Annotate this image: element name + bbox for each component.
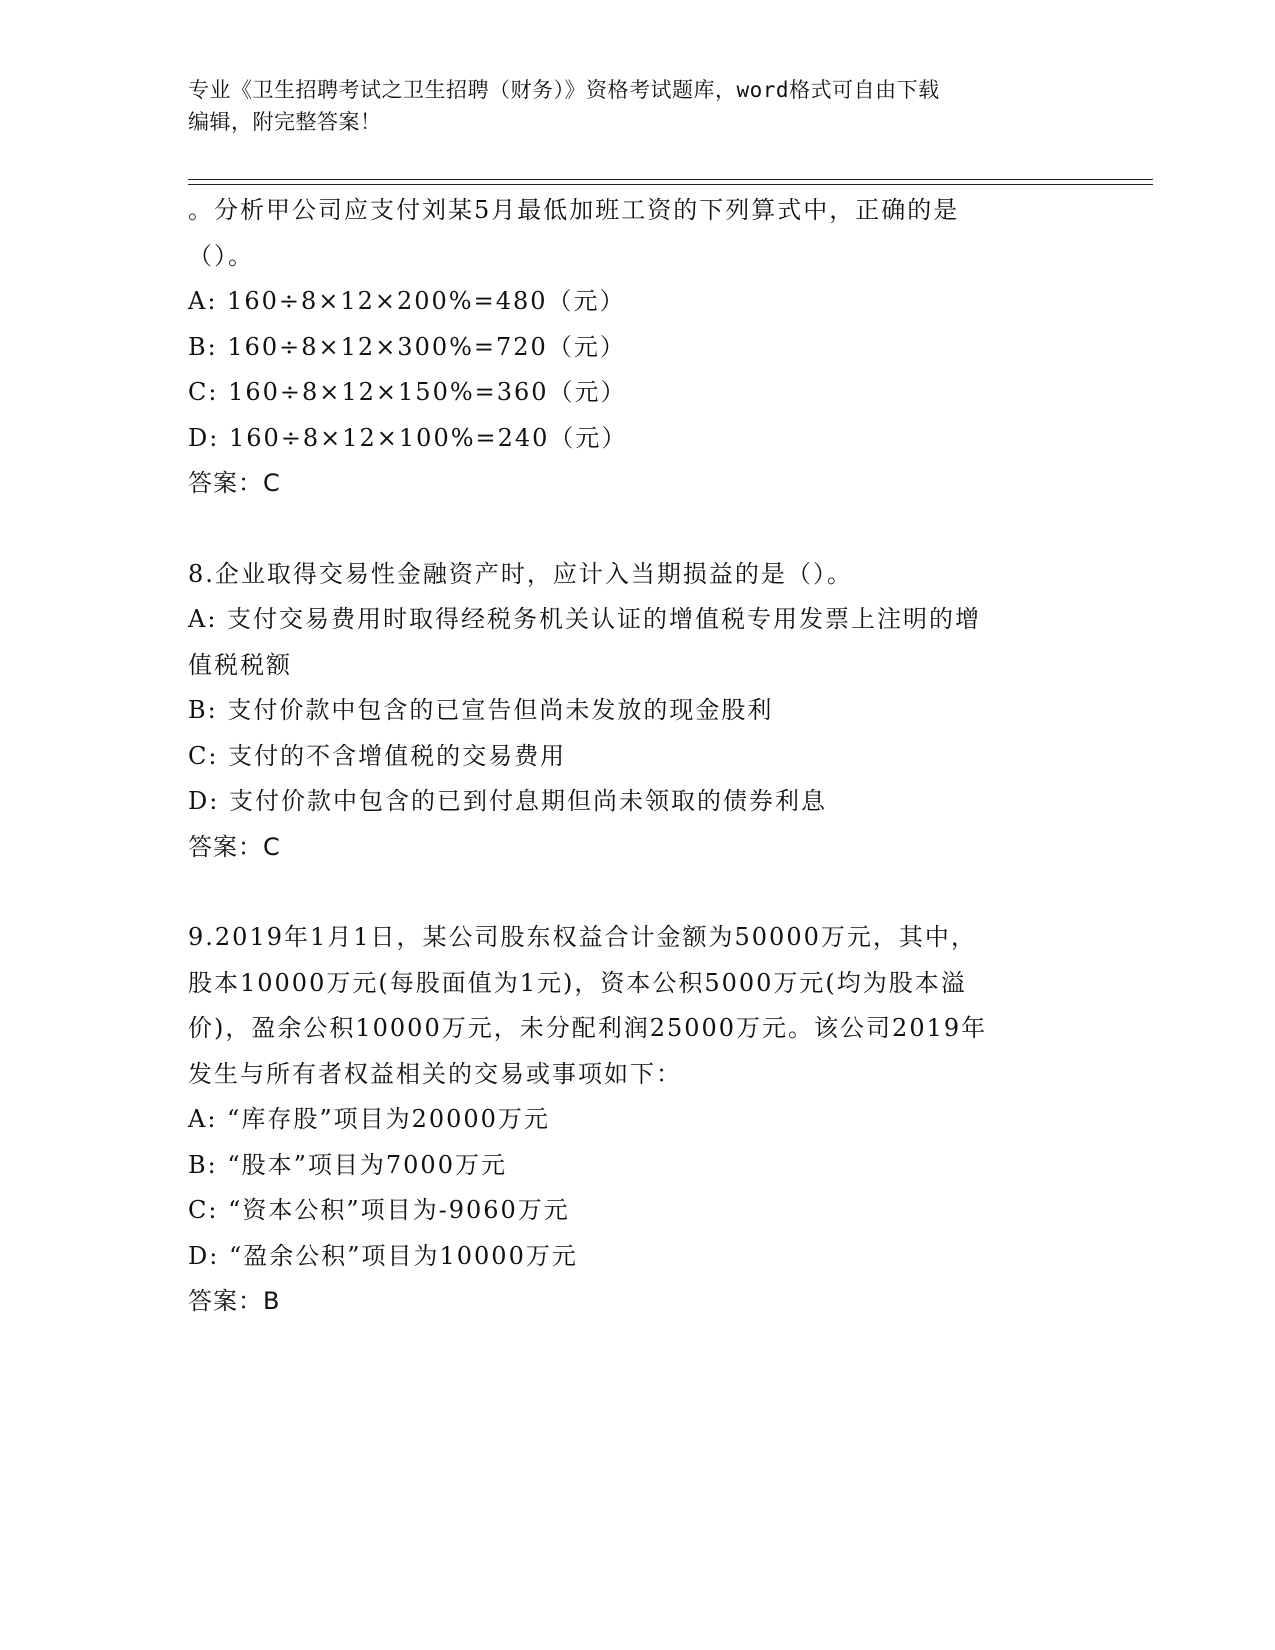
answer-line: 答案：C: [188, 469, 281, 497]
question-7: [188, 188, 1088, 507]
question-spacer: [188, 870, 1088, 915]
option-b: B: 160÷8×12×300%=720（元）: [188, 332, 626, 361]
question-stem-continued: 股本10000万元(每股面值为1元)，资本公积5000万元(均为股本溢: [188, 968, 967, 997]
header-divider-bottom: [188, 184, 1153, 185]
header-line-1: 专业《卫生招聘考试之卫生招聘（财务）》资格考试题库，word格式可自由下载: [188, 78, 940, 102]
question-list: [188, 188, 1088, 1325]
question-spacer: [188, 507, 1088, 552]
option-d: D: 160÷8×12×100%=240（元）: [188, 423, 628, 452]
answer-line: 答案：C: [188, 832, 281, 861]
option-b: B: “股本”项目为7000万元: [188, 1150, 507, 1179]
option-c: C: 支付的不含增值税的交易费用: [188, 741, 567, 770]
question-stem: 。分析甲公司应支付刘某5月最低加班工资的下列算式中，正确的是: [188, 196, 960, 224]
option-a: A: 160÷8×12×200%=480（元）: [188, 287, 626, 315]
option-b: B: 支付价款中包含的已宣告但尚未发放的现金股利: [188, 696, 774, 724]
option-d: D: 支付价款中包含的已到付息期但尚未领取的债券利息: [188, 787, 827, 815]
answer-line: 答案：B: [188, 1287, 281, 1315]
question-stem-continued: 发生与所有者权益相关的交易或事项如下：: [188, 1059, 682, 1088]
option-c: C: “资本公积”项目为-9060万元: [188, 1196, 570, 1224]
option-a: A: 支付交易费用时取得经税务机关认证的增值税专用发票上注明的增: [188, 605, 982, 633]
question-8: [188, 552, 1088, 871]
option-d: D: “盈余公积”项目为10000万元: [188, 1241, 578, 1270]
option-c: C: 160÷8×12×150%=360（元）: [188, 378, 627, 406]
header-line-2: 编辑，附完整答案！: [188, 110, 382, 134]
header-divider-top: [188, 179, 1153, 180]
question-stem: 9.2019年1月1日，某公司股东权益合计金额为50000万元，其中，: [188, 923, 977, 951]
document-header: [188, 74, 1068, 138]
question-stem: 8.企业取得交易性金融资产时，应计入当期损益的是（）。: [188, 559, 853, 588]
question-stem-continued: 价)，盈余公积10000万元，未分配利润25000万元。该公司2019年: [188, 1014, 988, 1042]
question-stem-continued: （）。: [188, 241, 254, 270]
question-9: [188, 915, 1088, 1325]
option-a-continued: 值税税额: [188, 650, 292, 679]
option-a: A: “库存股”项目为20000万元: [188, 1105, 550, 1133]
